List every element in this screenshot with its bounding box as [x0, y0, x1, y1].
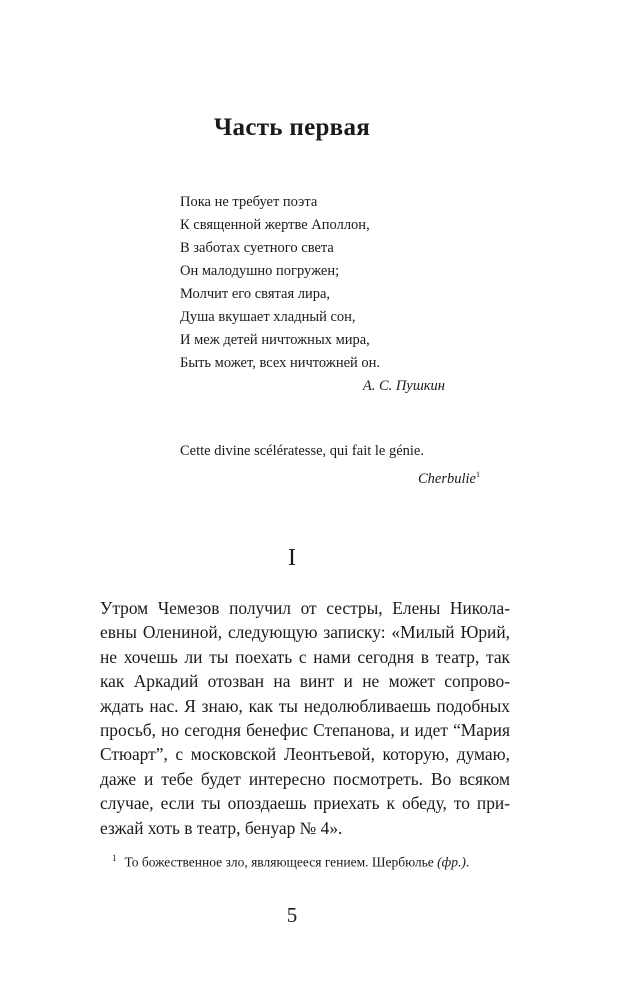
- footnote: [100, 853, 530, 871]
- body-line: просьб, но сегодня бенефис Степанова, и идет “Мария: [100, 720, 510, 741]
- epigraph-line: Быть может, всех ничтожней он.: [180, 355, 381, 371]
- footnote-lang-abbr: (фр.): [437, 854, 466, 870]
- epigraph-line: И меж детей ничтожных мира,: [180, 332, 370, 348]
- body-line: езжай хоть в театр, бенуар № 4».: [100, 817, 343, 838]
- epigraph-line: Он малодушно погружен;: [180, 263, 340, 279]
- footnote-number: 1: [112, 853, 117, 863]
- part-title: Часть первая: [213, 114, 371, 141]
- chapter-number: I: [288, 545, 296, 571]
- footnote-end: .: [465, 854, 470, 870]
- body-line: Стюарт”, с московской Леонтьевой, которую, думаю,: [100, 744, 510, 765]
- footnote-text: То божественное зло, являющееся гением. Шербюлье: [124, 854, 434, 870]
- body-line: как Аркадий отозван на винт и не может сопрово-: [100, 671, 510, 692]
- body-line: Утром Чемезов получил от сестры, Елены Никола-: [100, 598, 510, 618]
- chapter-body: [100, 596, 510, 840]
- footnote-reference[interactable]: 1: [476, 470, 480, 479]
- epigraph-line: Душа вкушает хладный сон,: [180, 309, 356, 325]
- page-number: 5: [286, 903, 298, 927]
- epigraph-quote: [180, 440, 480, 491]
- body-line: ждать нас. Я знаю, как ты недолюбливаешь подобных: [100, 695, 510, 716]
- body-line: случае, если ты опоздаешь приехать к обеду, то при-: [100, 793, 510, 814]
- epigraph-attribution: А. С. Пушкин: [362, 378, 445, 394]
- body-line: даже и тебе будет интересно посмотреть. Во всяком: [100, 768, 510, 789]
- attribution-author: Cherbulie: [418, 470, 476, 487]
- epigraph-line: Молчит его святая лира,: [180, 286, 331, 302]
- epigraph-line: Пока не требует поэта: [180, 194, 318, 210]
- epigraph-quote-attribution: [180, 463, 480, 491]
- epigraph-line: К священной жертве Аполлон,: [180, 217, 370, 233]
- epigraph-quote-text: Cette divine scélératesse, qui fait le génie.: [180, 443, 424, 459]
- body-line: не хочешь ли ты поехать с нами сегодня в театр, так: [100, 646, 510, 667]
- body-line: евны Олениной, следующую записку: «Милый Юрий,: [100, 622, 510, 643]
- epigraph-poem: [180, 191, 475, 398]
- epigraph-line: В заботах суетного света: [180, 240, 334, 256]
